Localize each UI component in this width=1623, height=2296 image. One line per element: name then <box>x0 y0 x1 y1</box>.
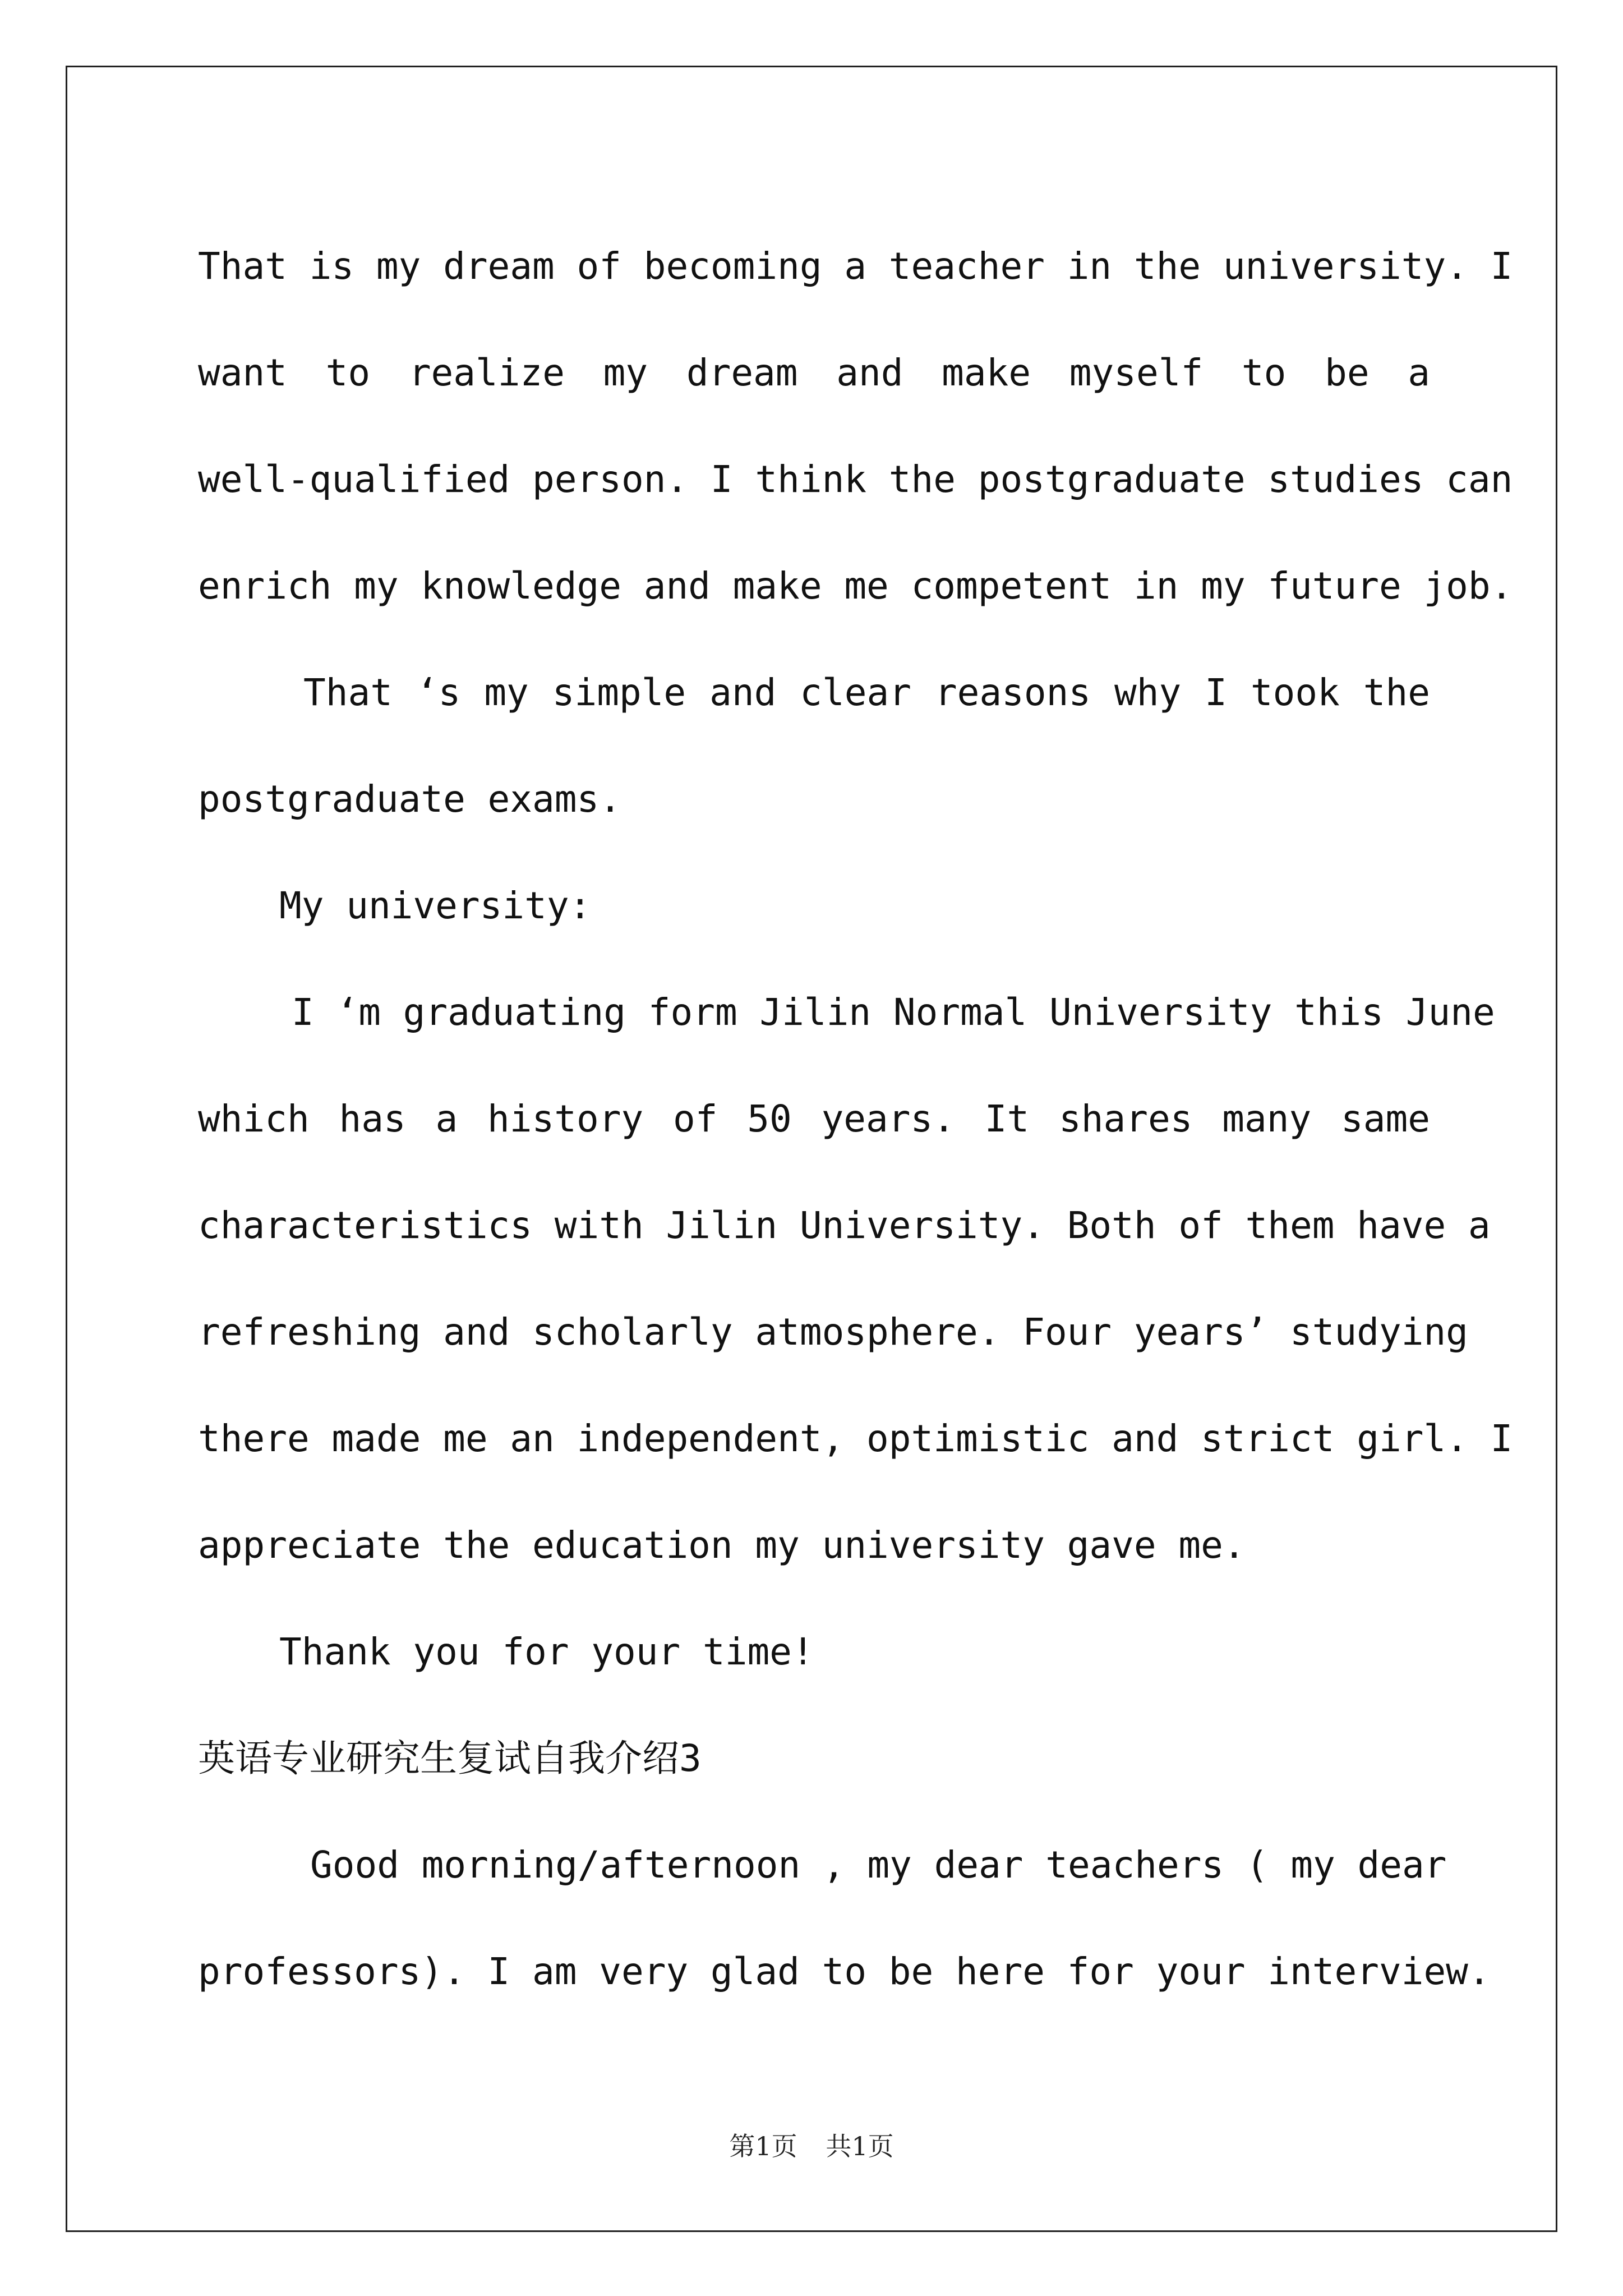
page-number: 第1页 <box>729 2131 797 2161</box>
text-line: Thank you for your time! <box>279 1630 814 1673</box>
text-line: appreciate the education my university gave me. <box>198 1524 1246 1567</box>
section-heading: 英语专业研究生复试自我介绍3 <box>198 1737 702 1780</box>
text-line: That ‘s my simple and clear reasons why I took the <box>303 671 1430 714</box>
text-line: enrich my knowledge and make me competent in my future job. <box>198 564 1513 608</box>
text-line: professors). I am very glad to be here for your interview. <box>198 1950 1491 1993</box>
text-line: there made me an independent, optimistic and strict girl. I <box>198 1417 1513 1460</box>
text-line: refreshing and scholarly atmosphere. Four years’ studying <box>198 1310 1468 1354</box>
text-line: which has a history of 50 years. It shares many same <box>198 1097 1430 1140</box>
text-line: I ‘m graduating form Jilin Normal University this June <box>292 991 1495 1034</box>
text-line: That is my dream of becoming a teacher in the university. I <box>198 245 1513 288</box>
page-footer <box>0 2126 1623 2163</box>
text-line: characteristics with Jilin University. Both of them have a <box>198 1204 1491 1247</box>
text-line: postgraduate exams. <box>198 777 621 821</box>
document-body <box>198 213 1513 2025</box>
text-line: want to realize my dream and make myself to be a <box>198 351 1430 394</box>
section-label: My university: <box>279 884 592 927</box>
text-line: well-qualified person. I think the postgraduate studies can <box>198 458 1513 501</box>
page-total: 共1页 <box>826 2131 894 2161</box>
text-line: Good morning/afternoon , my dear teachers ( my dear <box>310 1843 1447 1887</box>
